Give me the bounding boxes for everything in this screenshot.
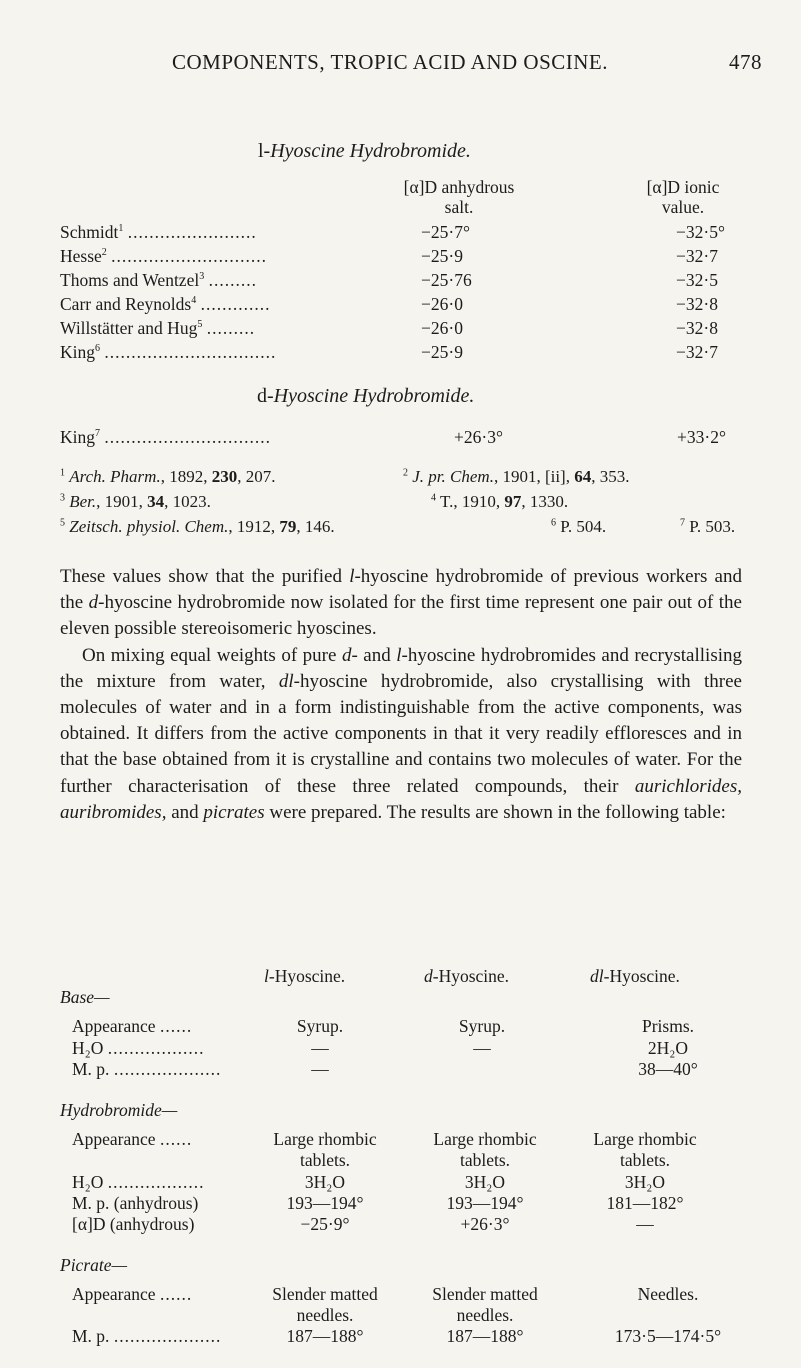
table1-anhydrous-value: −26·0 (421, 318, 463, 338)
hydrobromide-l-value: −25·9° (300, 1214, 350, 1234)
hydrobromide-row-label: M. p. (anhydrous) (72, 1193, 199, 1213)
base-row-label: M. p. .................... (72, 1059, 222, 1079)
base-d-value: — (473, 1038, 491, 1058)
hydrobromide-section-title: Hydrobromide— (60, 1100, 178, 1120)
col-head-anhydrous: [α]D anhydrous salt. (403, 177, 515, 217)
table1-ionic-value: −32·8 (676, 294, 718, 314)
table1-row-name: King$^6$ ................................ (60, 342, 277, 362)
col-head-d-hyoscine: d-Hyoscine. (424, 966, 510, 986)
table1-anhydrous-value: −25·76 (421, 270, 472, 290)
table1-ionic-value: −32·7 (676, 342, 718, 362)
page-number: 478 (729, 50, 762, 74)
picrate-mp-label: M. p. .................... (72, 1326, 222, 1346)
table1-row-name: Willstätter and Hug$^5$ ......... (60, 318, 256, 338)
hydrobromide-appearance-label: Appearance ...... (72, 1129, 193, 1149)
table1-row-name: Schmidt$^1$ ........................ (60, 222, 257, 242)
hydrobromide-l-value: 3H₂O (304, 1172, 346, 1192)
hydrobromide-dl-value: — (636, 1214, 654, 1234)
hydrobromide-dl-appearance: Large rhombic tablets. (593, 1129, 697, 1170)
base-l-value: — (311, 1059, 329, 1079)
footnote-4: $^4$ T., 1910, 97, 1330. (431, 492, 569, 511)
hydrobromide-l-appearance: Large rhombic tablets. (273, 1129, 377, 1170)
table1-king-row-name: King$^7$ ............................... (60, 427, 271, 447)
picrate-l-appearance: Slender matted needles. (272, 1284, 378, 1325)
col-head-l-hyoscine: l-Hyoscine. (264, 966, 346, 986)
base-l-value: Syrup. (296, 1016, 344, 1036)
hydrobromide-row-label: [α]D (anhydrous) (72, 1214, 195, 1234)
picrate-dl-appearance: Needles. (637, 1284, 699, 1304)
base-d-value: Syrup. (458, 1016, 506, 1036)
hydrobromide-d-appearance: Large rhombic tablets. (433, 1129, 537, 1170)
table1-ionic-value: −32·5° (676, 222, 725, 242)
table1-row-name: Thoms and Wentzel$^3$ ......... (60, 270, 257, 290)
picrate-l-mp: 187—188° (286, 1326, 364, 1346)
footnote-2: $^2$ J. pr. Chem., 1901, [ii], 64, 353. (403, 467, 630, 486)
base-section-title: Base— (60, 987, 110, 1007)
base-dl-value: 38—40° (638, 1059, 698, 1079)
table1-anhydrous-value: −25·7° (421, 222, 470, 242)
hydrobromide-dl-value: 181—182° (606, 1193, 684, 1213)
picrate-appearance-label: Appearance ...... (72, 1284, 193, 1304)
footnote-3: $^3$ Ber., 1901, 34, 1023. (60, 492, 211, 511)
table1-ionic-value: −32·5 (676, 270, 718, 290)
base-l-value: — (311, 1038, 329, 1058)
table1-row-name: Hesse$^2$ ............................. (60, 246, 268, 266)
table1-king-ionic: +33·2° (677, 427, 726, 447)
table1-anhydrous-value: −25·9 (421, 342, 463, 362)
picrate-d-appearance: Slender matted needles. (432, 1284, 538, 1325)
table1-anhydrous-value: −25·9 (421, 246, 463, 266)
hydrobromide-row-label: H₂O .................. (72, 1172, 205, 1192)
running-header-title: COMPONENTS, TROPIC ACID AND OSCINE. (172, 50, 609, 74)
footnote-7: $^7$ P. 503. (680, 517, 736, 536)
hydrobromide-l-value: 193—194° (286, 1193, 364, 1213)
footnote-6: $^6$ P. 504. (551, 517, 607, 536)
table1-row-name: Carr and Reynolds$^4$ ............. (60, 294, 271, 314)
picrate-dl-mp: 173·5—174·5° (614, 1326, 722, 1346)
col-head-dl-hyoscine: dl-Hyoscine. (590, 966, 680, 986)
table1-ionic-value: −32·7 (676, 246, 718, 266)
picrate-section-title: Picrate— (60, 1255, 128, 1275)
footnote-5: $^5$ Zeitsch. physiol. Chem., 1912, 79, 146. (60, 517, 335, 536)
footnote-1: $^1$ Arch. Pharm., 1892, 230, 207. (60, 467, 276, 486)
table1-subtitle: d-Hyoscine Hydrobromide. (257, 385, 475, 407)
col-head-ionic: [α]D ionic value. (646, 177, 720, 217)
base-row-label: H₂O .................. (72, 1038, 205, 1058)
table1-anhydrous-value: −26·0 (421, 294, 463, 314)
hydrobromide-dl-value: 3H₂O (624, 1172, 666, 1192)
base-dl-value: 2H₂O (647, 1038, 689, 1058)
paragraph-1: These values show that the purified l-hyoscine hydrobromide of previous workers and the d-hyoscine hydrobromide now isolated for the first time represent one pair out of the eleven possible stereoisomeric hyoscines. (60, 566, 742, 640)
table1-title: l-Hyoscine Hydrobromide. (258, 140, 471, 162)
base-dl-value: Prisms. (641, 1016, 695, 1036)
picrate-d-mp: 187—188° (446, 1326, 524, 1346)
hydrobromide-d-value: +26·3° (460, 1214, 510, 1234)
table1-ionic-value: −32·8 (676, 318, 718, 338)
hydrobromide-d-value: 3H₂O (464, 1172, 506, 1192)
hydrobromide-d-value: 193—194° (446, 1193, 524, 1213)
base-row-label: Appearance ...... (72, 1016, 193, 1036)
body-text (60, 564, 742, 826)
table1-king-anhydrous: +26·3° (454, 427, 503, 447)
paragraph-2: On mixing equal weights of pure d- and l-hyoscine hydrobromides and recrystallising the mixture from water, dl-hyoscine hydrobromide, also crystallising with three molecules of water and in a form indistinguishable from the active components, was obtained. It differs from the active components in that it very readily effloresces and in that the base obtained from it is crystalline and contains two molecules of water. For the further characterisation of these three related compounds, their aurichlorides, auribromides, and picrates were prepared. The results are shown in the following table: (60, 644, 742, 823)
